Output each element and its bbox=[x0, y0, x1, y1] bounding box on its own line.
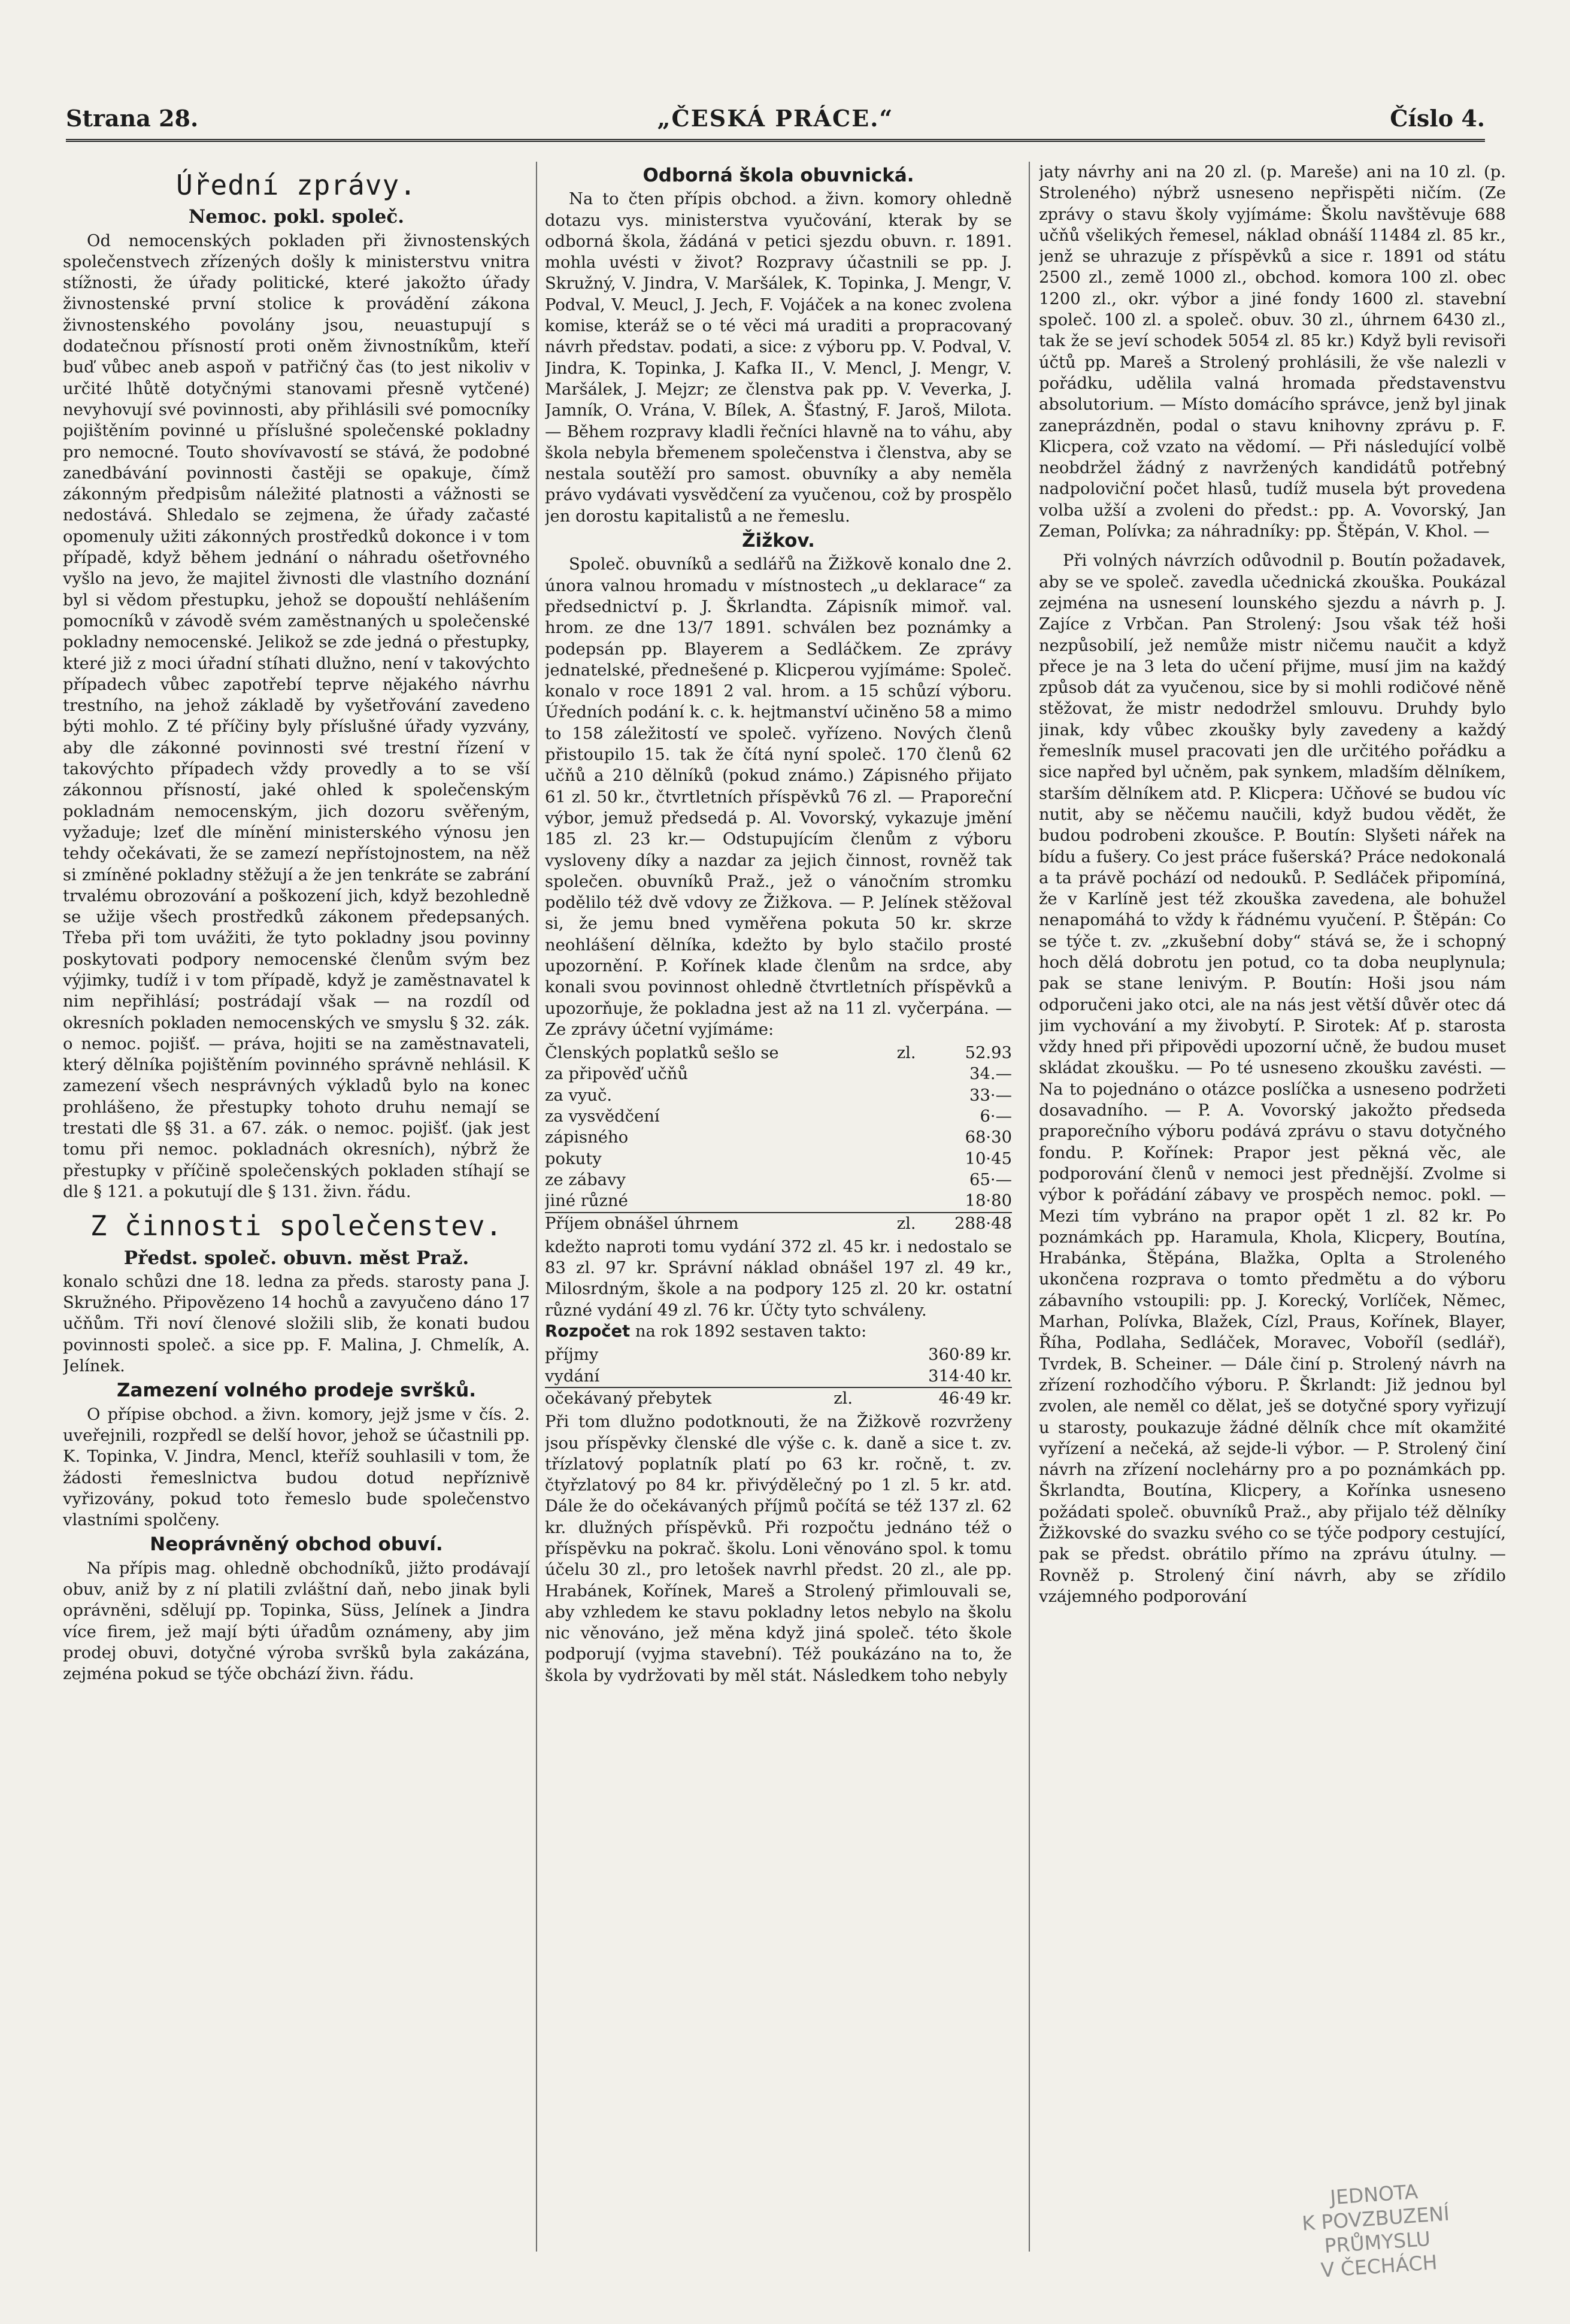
table-cell-label: pokuty bbox=[545, 1149, 602, 1168]
table-cell-amount: 65·— bbox=[969, 1170, 1012, 1189]
table-cell-amount: 33·— bbox=[969, 1086, 1012, 1105]
table-cell-label: za připověď učňů bbox=[545, 1065, 689, 1084]
table-cell-unit bbox=[897, 1106, 926, 1127]
stamp-line: PRŮMYSLU bbox=[1323, 2226, 1432, 2258]
table-cell-unit bbox=[897, 1149, 926, 1169]
table-cell-label: Členských poplatků sešlo se bbox=[545, 1044, 779, 1063]
table-total-row bbox=[545, 1213, 1012, 1234]
table-cell-amount: 314·40 kr. bbox=[928, 1366, 1012, 1386]
stamp-line: K POVZBUZENÍ bbox=[1301, 2201, 1450, 2235]
table-cell-label: za vysvědčení bbox=[545, 1107, 660, 1126]
column-divider bbox=[536, 162, 537, 2252]
table-row bbox=[545, 1366, 1012, 1387]
table-cell-unit bbox=[897, 1063, 926, 1084]
table-cell-label: zápisného bbox=[545, 1128, 629, 1147]
table-cell-unit: zl. bbox=[834, 1387, 866, 1409]
table-row bbox=[545, 1043, 1012, 1063]
section-title-guilds: Z činnosti společenstev. bbox=[90, 1210, 503, 1243]
table-cell-label: jiné různé bbox=[545, 1192, 628, 1211]
stamp-line: V ČECHÁCH bbox=[1320, 2250, 1438, 2282]
article-paragraph: Od nemocenských pokladen při živnostenských společenstvech zřízených došly k ministerstvu vnitra stížnosti, že úřady politické, které jakožto úřady živnostenské první stolice k provádění zákona živnostenského povolány jsou, neuastupují s dodatečnou přísností proti oněm živnostníkům, kteří buď vůbec aneb aspoň v patřičný čas (to jest nikoliv v určité lhůtě dotyčnými stanovami přesně vytčené) nevyhovují své povinnosti, aby přihlásili své pomocníky pojištěním povinné u příslušné společenské pokladny pro nemocné. Touto shovívavostí se stává, že podobné zanedbávání povinnosti častěji se opakuje, čímž zákonným předpisům náležité platnosti a vážnosti se nedostává. Shledalo se zejmena, že úřady začasté opomenuly užiti zákonných prostředků dokonce i v tom případě, když během jednání o náhradu ošetřovného vyšlo na jevo, že majitel živnosti dle vlastního doznání byl si vědom přestupku, jehož se dopouští nehlášením pomocníků v závodě svém zaměstnaných u společenské pokladny nemocenské. Jelikož se zde jedná o přestupky, které již z moci úřadní stíhati dlužno, není v takovýchto případech vůbec zapotřebí teprve nějakého návrhu trestního, na jehož základě by vyšetřování zavedeno býti mohlo. Z té příčiny byly příslušné úřady vyzvány, aby dle zákonné povinnosti své trestní řízení v takovýchto případech vždy provedly a to se vší zákonnou přísností, jaké ohled k společenským pokladnám nemocenským, jich dozoru svěřeným, vyžaduje; lzeť dle mínění ministerského výnosu jen tehdy očekávati, že se zamezí nepřístojnostem, na něž si zmíněné pokladny stěžují a že jen tenkráte se zabrání trvalému obrozování a poškození jich, když bezohledně se užije všech prostředků zákonem předepsaných. Třeba při tom uvážiti, že tyto pokladny jsou povinny poskytovati podpory nemocenské členům svým bez výjimky, tudíž i v tom případě, když je zaměstnavatel k nim nepřihlásí; postrádají však — na rozdíl od okresních pokladen nemocenských ve smyslu § 32. zák. o nemoc. pojišť. — práva, hojiti se na zaměstnavateli, který dělníka pojištěním povinného správně nehlásil. K zamezení všech nesprávných výkladů bylo na konec prohlášeno, že přestupky tohoto druhu nemají se trestati dle §§ 31. a 67. zák. o nemoc. pojišť. (jak jest tomu při nemoc. pokladnách okresních), nýbrž že přestupky v příčině společenských pokladen stíhají se dle § 121. a pokutují dle § 131. živn. řádu. bbox=[63, 231, 530, 1201]
table-cell-unit bbox=[897, 1085, 926, 1106]
column-1 bbox=[63, 162, 530, 2258]
article-heading: Žižkov. bbox=[742, 530, 815, 552]
article-paragraph: Při volných návrzích odůvodnil p. Boutín požadavek, aby se ve společ. zavedla učednická zkouška. Poukázal zejména na usnesení lounského sjezdu a návrh p. J. Zajíce z Vrbčan. Pan Strolený: Jsou však též hoši nezpůsobilí, jež nemůže mistr ničemu naučit a když přece je na 3 leta do učení přijme, musí jim na každý způsob dát za vyučenou, sice by si mohli rodičové něně stěžovat, že mistr nedodržel smlouvu. Druhdy bylo jinak, kdy vůbec zkoušky byly zavedeny a každý řemeslník musel pracovati jen dle určitého pořádku a sice napřed byl učněm, pak synkem, mladším dělníkem, starším dělníkem atd. P. Klicpera: Učňové se budou víc nutit, aby se něčemu naučili, když budou vědět, že budou podrobeni zkoušce. P. Boutín: Slyšeti nářek na bídu a fušery. Co jest práce fušerská? Práce nedokonalá a ta právě pochází od nedouků. P. Sedláček připomíná, že v Karlíně jest též zkouška zavedena, ale bohužel nenapomáhá to vždy k řádnému vyučení. P. Štěpán: Co se týče t. zv. „zkušební doby“ stává se, že i schopný hoch dělá dobrotu jen potud, co ta doba neuplynula; pak se stane lenivým. P. Boutín: Hoši jsou nám odporučeni jako otci, ale na nás jest větší důvěr otec dá jim vychování a my živobytí. P. Sirotek: Ať p. starosta vždy hned při připovědi upozorní učně, že budou muset skládat zkoušku. — Po té usneseno zkoušku zavésti. — Na to pojednáno o otázce poslíčka a usneseno podržeti dosavadního. — P. A. Vovorský jakožto předseda praporečního výboru podává zprávu o stavu dotyčného fondu. P. Kořínek: Prapor jest pěkná věc, ale podporování členů v nemoci jest přednější. Zvolme si výbor k pořádání zábavy ve prospěch nemoc. pokl. — Mezi tím vybráno na prapor opět 1 zl. 82 kr. Po poznámkách pp. Haramula, Khola, Klicpery, Boutína, Hrabánka, Štěpána, Blažka, Oplta a Stroleného ukončena rozprava o tomto předmětu a do výboru zábavního vstoupili: pp. J. Korecký, Vorlíček, Němec, Marhan, Polívka, Blažek, Cízl, Praus, Kořínek, Blayer, Říha, Podlaha, Sedláček, Moravec, Voboříl (sedlář), Tvrdek, B. Scheiner. — Dále činí p. Strolený návrh na zřízení rozhodčího výboru. P. Škrlandt: Již jednou byl zvolen, ale neměl co dělat, ješ se dotyčné spory vyřizují u starosty, poukazuje žádné dělník chce mít okamžité vyřízení a nečeká, až sejde-li výbor. — P. Strolený činí návrh na zřízení noclehárny pro a po poznámkách pp. Škrlandta, Boutína, Klicpery, a Kořínka usneseno požádati společ. obuvníků Praž., aby přijalo též dělníky Žižkovské do svazku svého co se týče podpory cestující, pak se předst. obrátilo přímo na zprávu útulny. — Rovněž p. Strolený činí návrh, aby se zřídilo vzájemného podporování bbox=[1039, 552, 1506, 1606]
table-row bbox=[545, 1344, 1012, 1365]
table-cell-label: příjmy bbox=[545, 1346, 599, 1365]
table-cell-amount: 10·45 bbox=[965, 1149, 1012, 1168]
table-row bbox=[545, 1190, 1012, 1212]
article-heading: Neoprávněný obchod obuví. bbox=[150, 1534, 443, 1556]
column-3 bbox=[1039, 162, 1506, 2258]
library-stamp bbox=[1287, 2177, 1468, 2302]
article-heading: Odborná škola obuvnická. bbox=[642, 165, 914, 186]
column-2 bbox=[545, 162, 1012, 2258]
table-cell-unit bbox=[897, 1127, 926, 1148]
issue-number: Číslo 4. bbox=[1390, 105, 1485, 132]
table-cell-label: vydání bbox=[545, 1366, 600, 1386]
article-text: na rok 1892 sestaven takto: bbox=[635, 1322, 867, 1341]
page-number: Strana 28. bbox=[66, 105, 199, 132]
table-cell-amount: 34.— bbox=[969, 1065, 1012, 1084]
article-paragraph: Při tom dlužno podotknouti, že na Žižkově rozvrženy jsou příspěvky členské dle výše c. k. daně a sice t. zv. třízlatový poplatník platí po 63 kr. ročně, t. zv. čtyřzlatový po 84 kr. přivýdělečný po 1 zl. 5 kr. atd. Dále že do očekávaných příjmů počítá se též 137 zl. 62 kr. dlužných příspěvků. Při rozpočtu jednáno též o příspěvku na pokrač. školu. Loni věnováno spol. k tomu účelu 30 zl., pro letošek navrhl předst. 20 zl., ale pp. Hrabánek, Kořínek, Mareš a Strolený přimlouvali se, aby vzhledem ke stavu pokladny letos nebylo na školu nic věnováno, jež měna když jiná společ. této škole podporují (vyjma stavební). Též poukázáno na to, že škola by vydržovati by měl stát. Následkem toho nebyly bbox=[545, 1413, 1012, 1685]
table-cell-unit bbox=[897, 1190, 926, 1212]
table-row bbox=[545, 1085, 1012, 1106]
table-row bbox=[545, 1127, 1012, 1148]
table-row bbox=[545, 1063, 1012, 1084]
table-cell-amount: 18·80 bbox=[965, 1192, 1012, 1211]
table-cell-amount: 288·48 bbox=[926, 1213, 1012, 1234]
table-cell-label: očekávaný přebytek bbox=[545, 1387, 834, 1409]
table-total-row bbox=[545, 1387, 1012, 1409]
table-cell-amount: 68·30 bbox=[965, 1128, 1012, 1147]
article-heading: Rozpočet bbox=[545, 1322, 631, 1341]
section-title-official: Úřední zprávy. bbox=[176, 169, 417, 201]
article-paragraph: kdežto naproti tomu vydání 372 zl. 45 kr. i nedostalo se 83 zl. 97 kr. Správní náklad obnášel 197 zl. 49 kr., Milosrdným, škole a na podpory 125 zl. 20 kr. ostatní různé vydání 49 zl. 76 kr. Účty tyto schváleny. bbox=[545, 1237, 1012, 1320]
table-cell-unit: zl. bbox=[897, 1213, 926, 1234]
stamp-line: JEDNOTA bbox=[1329, 2180, 1419, 2210]
accounts-table bbox=[545, 1043, 1012, 1234]
article-paragraph: jaty návrhy ani na 20 zl. (p. Mareše) ani na 10 zl. (p. Stroleného) nýbrž usneseno nepřispěti ničím. (Ze zprávy o stavu školy vyjímáme: Školu navštěvuje 688 učňů všelikých řemesel, náklad obnáší 11484 zl. 85 kr., jenž se uhrazuje z příspěvků a sice r. 1891 od státu 2500 zl., země 1000 zl., obchod. komora 100 zl. obec 1200 zl., okr. výbor a jiné fondy 1600 zl. stavební společ. 100 zl. a společ. obuv. 30 zl., úhrnem 6430 zl., tak že se jeví schodek 5054 zl. 85 kr.) Když byli revisoři účtů pp. Mareš a Strolený prohlásili, že vše nalezli v pořádku, udělila valná hromada představenstvu absolutorium. — Místo domácího správce, jenž byl jinak zaneprázdněn, podal o stavu knihovny zprávu p. F. Klicpera, což vzato na vědomí. — Při následující volbě neobdržel žádný z navržených kandidátů potřebný nadpoloviční počet hlasů, tudíž musela být provedena volba užší a zvoleni do předst.: pp. A. Vovorský, Jan Zeman, Polívka; za náhradníky: pp. Štěpán, V. Khol. — bbox=[1039, 163, 1506, 541]
article-heading: Nemoc. pokl. společ. bbox=[188, 206, 405, 228]
table-cell-amount: 6·— bbox=[980, 1107, 1012, 1126]
table-cell-unit: zl. bbox=[896, 1044, 916, 1063]
budget-table bbox=[545, 1344, 1012, 1409]
table-cell-label: Příjem obnášel úhrnem bbox=[545, 1213, 897, 1234]
table-row bbox=[545, 1169, 1012, 1190]
article-paragraph: Na přípis mag. ohledně obchodníků, jižto prodávají obuv, aniž by z ní platili zvláštní daň, nebo jinak byli oprávněni, sdělují pp. Topinka, Süss, Jelínek a Jindra více firem, jež mají býti úřadům oznámeny, aby jim prodej obuvi, dotyčné výroba svršků byla zakázána, zejména pokud se týče obchází živn. řádu. bbox=[63, 1559, 530, 1684]
table-cell-label: ze zábavy bbox=[545, 1170, 626, 1189]
table-cell-amount: 46·49 kr. bbox=[866, 1387, 1012, 1409]
newspaper-title: „ČESKÁ PRÁCE.“ bbox=[657, 105, 894, 132]
article-paragraph: Na to čten přípis obchod. a živn. komory ohledně dotazu vys. ministerstva vyučování, kterak by se odborná škola, žádáná v petici sjezdu obuvn. r. 1891. mohla uvésti v život? Rozpravy účastnili se pp. J. Skružný, V. Jindra, V. Maršálek, K. Topinka, J. Mengr, V. Podval, V. Meucl, J. Jech, F. Vojáček a na konec zvolena komise, kteráž se o té věci má uraditi a propracovaný návrh představ. podati, a sice: z výboru pp. V. Podval, V. Jindra, K. Topinka, J. Kafka II., V. Mencl, J. Mengr, V. Maršálek, J. Mejzr; ze členstva pak pp. V. Veverka, J. Jamník, O. Vrána, V. Bílek, A. Šťastný, F. Jaroš, Milota. — Během rozpravy kladli řečníci hlavně na to váhu, aby škola nebyla břemenem společenstva i členstva, aby se nestala soutěží pro samost. obuvníky a aby neměla právo vydávati vysvědčení za vyučenou, což by prospělo jen dorostu kapitalistů a ne řemeslu. bbox=[545, 190, 1012, 526]
article-paragraph: O přípise obchod. a živn. komory, jejž jsme v čís. 2. uveřejnili, rozpředl se delší hovor, jehož se účastnili pp. K. Topinka, V. Jindra, Mencl, kteříž souhlasili v tom, že žádosti řemeslnictva budou dotud nepříznivě vyřizovány, pokud toto řemeslo bude společenstvo vlastními spolčeny. bbox=[63, 1405, 530, 1530]
article-paragraph: Společ. obuvníků a sedlářů na Žižkově konalo dne 2. února valnou hromadu v místnostech „u deklarace“ za předsednictví p. J. Škrlandta. Zápisník mimoř. val. hrom. ze dne 13/7 1891. schválen bez poznámky a podepsán pp. Blayerem a Sedláčkem. Ze zprávy jednatelské, přednešené p. Klicperou vyjímáme: Společ. konalo v roce 1891 2 val. hrom. a 15 schůzí výboru. Úředních podání k. c. k. hejtmanství učiněno 58 a mimo to 158 záležitostí ve společ. vyřízeno. Nových členů přistoupilo 15. tak že čítá nyní společ. 170 členů 62 učňů a 210 dělníků (pokud známo.) Zápisného přijato 61 zl. 50 kr., čtvrtletních příspěvků 76 zl. — Praporeční výbor, jemuž předsedá p. Al. Vovorský, vykazuje jmění 185 zl. 23 kr.— Odstupujícím členům z výboru vysloveny díky a nazdar za jejich činnost, rovněž tak společen. obuvníků Praž., jež o vánočním stromku podělilo též dvě vdovy ze Žižkova. — P. Jelínek stěžoval si, že jemu bned vyměřena pokuta 50 kr. skrze neohlášení dělníka, kdežto by bylo stačilo prosté upozornění. P. Kořínek klade členům na srdce, aby konali svou povinnost ohledně čtvrtletních příspěvků a upozorňuje, že pokladna jest až na 11 zl. vyčerpána. — Ze zprávy účetní vyjímáme: bbox=[545, 555, 1012, 1039]
table-cell-amount: 360·89 kr. bbox=[928, 1346, 1012, 1365]
table-cell-unit bbox=[897, 1169, 926, 1190]
article-heading: Zamezení volného prodeje svršků. bbox=[117, 1380, 476, 1402]
column-divider bbox=[1029, 162, 1030, 2252]
table-row bbox=[545, 1106, 1012, 1127]
article-heading: Předst. společ. obuvn. měst Praž. bbox=[123, 1247, 469, 1269]
table-cell-label: za vyuč. bbox=[545, 1086, 613, 1105]
header-rule bbox=[66, 139, 1485, 142]
article-paragraph: konalo schůzi dne 18. ledna za předs. starosty pana J. Skružného. Připovězeno 14 hochů a zavyučeno dáno 17 učňům. Tři noví členové složili slib, že konati budou povinnosti společ. a sice pp. F. Malina, J. Chmelík, A. Jelínek. bbox=[63, 1272, 530, 1376]
table-cell-amount: 52.93 bbox=[965, 1044, 1012, 1063]
table-row bbox=[545, 1149, 1012, 1169]
